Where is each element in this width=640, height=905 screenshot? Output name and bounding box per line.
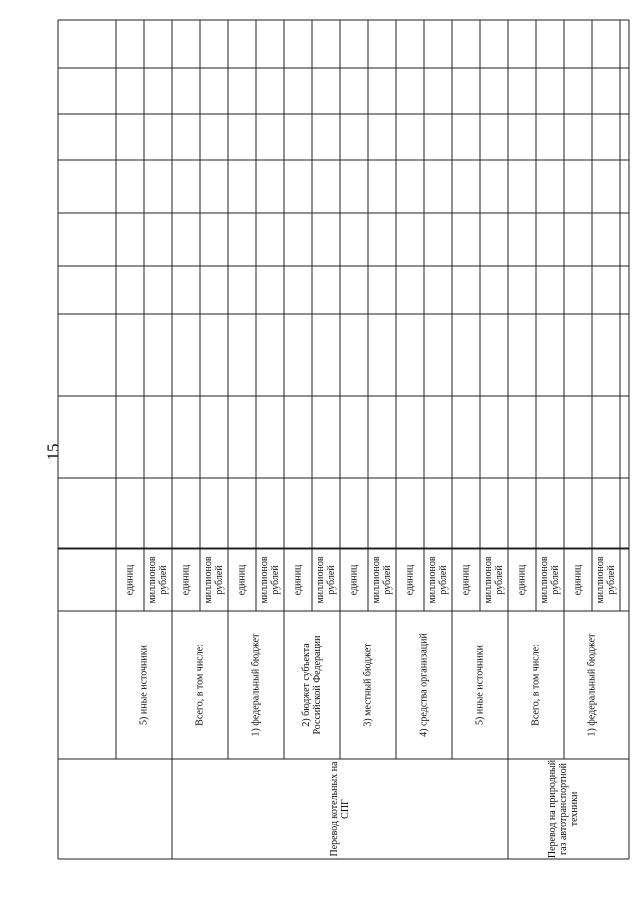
unit-label-1-text: миллионов рублей xyxy=(146,556,169,604)
source-label-1-text: Всего, в том числе: xyxy=(194,644,206,726)
unit-label-5-text: миллионов рублей xyxy=(258,556,281,604)
source-label-4-text: 3) местный бюджет xyxy=(362,643,374,727)
unit-label-10-text: единиц xyxy=(404,564,416,596)
source-label-8-text: 1) федеральный бюджет xyxy=(586,633,598,737)
source-label-3-text: 2) бюджет субъекта Российской Федерации xyxy=(300,635,323,735)
unit-label-14-text: единиц xyxy=(516,564,528,596)
data-table xyxy=(58,20,629,859)
unit-label-3-text: миллионов рублей xyxy=(202,556,225,604)
source-label-6-text: 5) иные источники xyxy=(474,645,486,725)
unit-label-4-text: единиц xyxy=(236,564,248,596)
measure-label-0-text: Перевод котельных на СПГ xyxy=(328,761,351,857)
unit-label-7-text: миллионов рублей xyxy=(314,556,337,604)
unit-label-2-text: единиц xyxy=(180,564,192,596)
source-label-7-text: Всего, в том числе: xyxy=(530,644,542,726)
source-label-0-text: 5) иные источники xyxy=(138,645,150,725)
unit-label-15-text: миллионов рублей xyxy=(538,556,561,604)
unit-label-0-text: единиц xyxy=(124,564,136,596)
unit-label-12-text: единиц xyxy=(460,564,472,596)
source-label-2-text: 1) федеральный бюджет xyxy=(250,633,262,737)
table-grid xyxy=(58,20,629,859)
unit-label-9-text: миллионов рублей xyxy=(370,556,393,604)
unit-label-6-text: единиц xyxy=(292,564,304,596)
unit-label-16-text: единиц xyxy=(572,564,584,596)
unit-label-8-text: единиц xyxy=(348,564,360,596)
source-label-5-text: 4) средства организаций xyxy=(418,633,430,737)
unit-label-13-text: миллионов рублей xyxy=(482,556,505,604)
unit-label-17-text: миллионов рублей xyxy=(594,556,617,604)
unit-label-11-text: миллионов рублей xyxy=(426,556,449,604)
measure-label-1-text: Перевод на природный газ автотранспортной техники xyxy=(547,759,581,859)
page-number: 15 xyxy=(43,443,63,461)
